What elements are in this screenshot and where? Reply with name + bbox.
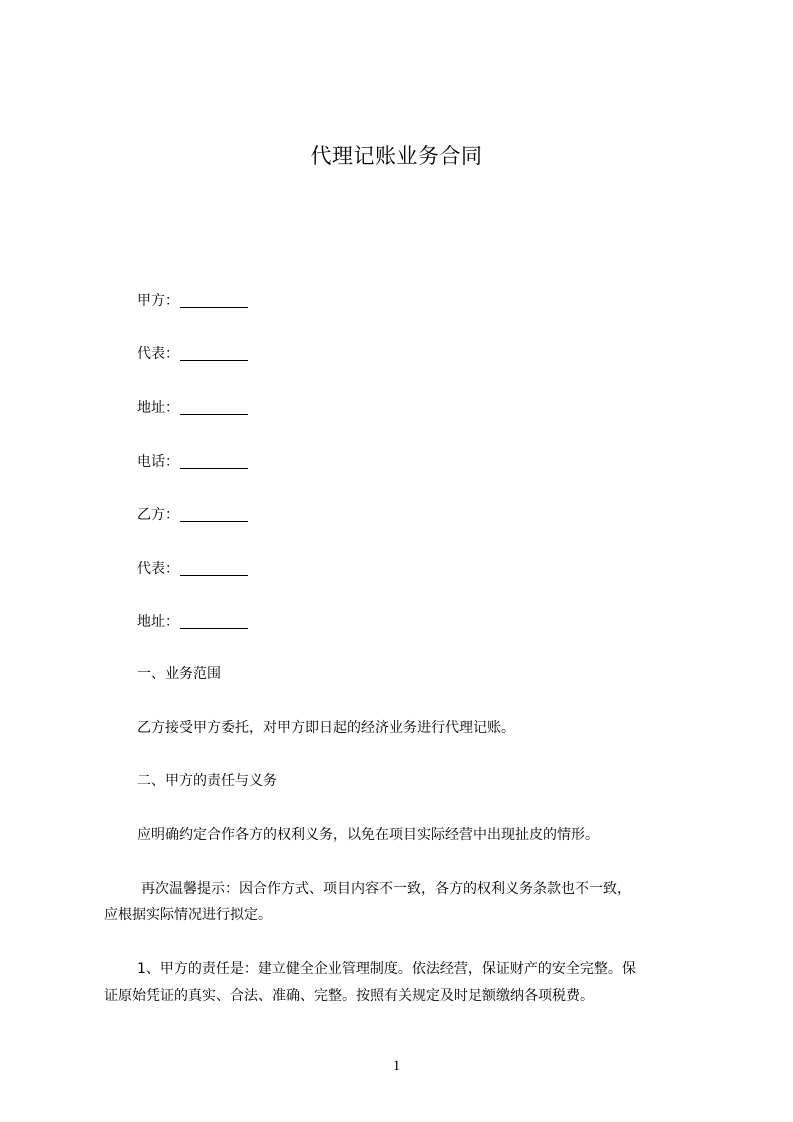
section-1-heading: 一、业务范围 — [137, 666, 221, 682]
party-a-phone-blank-line — [180, 467, 248, 469]
page-number: 1 — [392, 1058, 401, 1074]
clause-1-line-2: 证原始凭证的真实、合法、准确、完整。按照有关规定及时足额缴纳各项税费。 — [104, 988, 594, 1004]
document-title: 代理记账业务合同 — [310, 144, 483, 168]
party-b-field — [137, 505, 248, 525]
party-b-address-label: 地址： — [137, 614, 179, 630]
party-b-representative-label: 代表： — [137, 561, 179, 577]
party-a-address-field — [137, 398, 248, 418]
section-1-paragraph: 乙方接受甲方委托，对甲方即日起的经济业务进行代理记账。 — [137, 720, 515, 736]
clause-1-line-1: 1、甲方的责任是：建立健全企业管理制度。依法经营，保证财产的安全完整。保 — [137, 961, 636, 977]
party-b-label: 乙方： — [137, 507, 179, 523]
party-b-representative-blank-line — [180, 574, 248, 576]
party-a-phone-field — [137, 452, 248, 472]
tip-paragraph-line-2: 应根据实际情况进行拟定。 — [104, 907, 272, 923]
party-b-representative-field — [137, 559, 248, 579]
party-a-field — [137, 291, 248, 311]
section-2-paragraph: 应明确约定合作各方的权利义务，以免在项目实际经营中出现扯皮的情形。 — [137, 827, 599, 843]
party-b-blank-line — [180, 520, 248, 522]
party-a-address-blank-line — [180, 413, 248, 415]
section-2-heading: 二、甲方的责任与义务 — [137, 773, 277, 789]
tip-paragraph-line-1: 再次温馨提示：因合作方式、项目内容不一致，各方的权利义务条款也不一致， — [141, 881, 631, 897]
party-a-blank-line — [180, 306, 248, 308]
party-a-address-label: 地址： — [137, 400, 179, 416]
party-a-representative-field — [137, 344, 248, 364]
party-b-address-blank-line — [180, 627, 248, 629]
party-a-phone-label: 电话： — [137, 454, 179, 470]
party-a-label: 甲方： — [137, 293, 179, 309]
party-a-representative-blank-line — [180, 359, 248, 361]
party-b-address-field — [137, 612, 248, 632]
party-a-representative-label: 代表： — [137, 346, 179, 362]
